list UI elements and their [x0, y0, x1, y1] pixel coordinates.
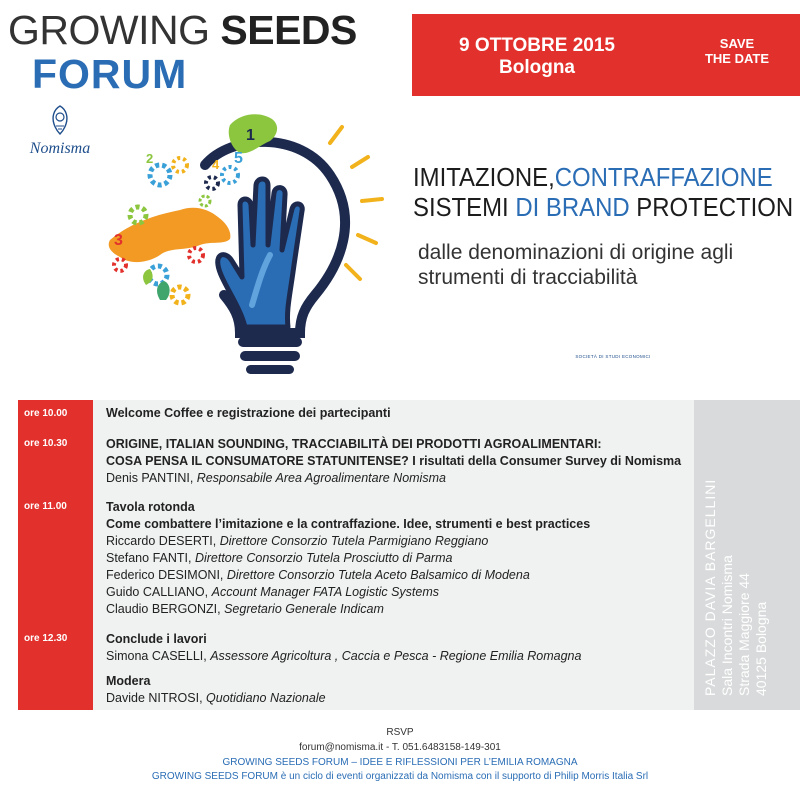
- save-line1: SAVE: [719, 36, 755, 51]
- title-growing: GROWING: [8, 7, 210, 53]
- event-city: Bologna: [499, 57, 575, 78]
- modera-role: Quotidiano Nazionale: [206, 691, 326, 705]
- modera-title: [106, 673, 150, 690]
- round-title: [106, 499, 195, 516]
- conclude-title: [106, 631, 207, 648]
- session1-title1: [106, 436, 602, 453]
- modera-speaker: [106, 690, 326, 707]
- illus-number-5: 5: [234, 150, 243, 167]
- illus-number-3: 3: [114, 232, 123, 249]
- illus-number-1: 1: [246, 127, 255, 144]
- event-date: 9 OTTOBRE 2015: [459, 35, 615, 56]
- session1-line1: ORIGINE, ITALIAN SOUNDING, TRACCIABILITÀ DEI PRODOTTI AGROALIMENTARI:: [106, 437, 602, 451]
- footer-tagline: GROWING SEEDS FORUM – IDEE E RIFLESSIONI PER L’EMILIA ROMAGNA: [222, 757, 578, 768]
- heading-line2: [413, 192, 793, 222]
- panelist-name: Stefano FANTI,: [106, 551, 195, 565]
- region-map-orange: [109, 208, 231, 262]
- panelist-row: [106, 550, 452, 567]
- venue-line2: Sala Incontri Nomisma: [719, 555, 735, 696]
- lightbulb-hand-illustration: [100, 105, 400, 385]
- speaker-role: Responsabile Area Agroalimentare Nomisma: [196, 471, 446, 485]
- welcome-row: [106, 405, 391, 422]
- event-title-line1: [8, 8, 357, 52]
- conclude-name: Simona CASELLI,: [106, 649, 211, 663]
- title-seeds: SEEDS: [220, 7, 357, 53]
- main-heading: [413, 162, 793, 222]
- logo-name: Nomisma: [29, 140, 91, 157]
- panelist-name: Guido CALLIANO,: [106, 585, 212, 599]
- time-1230: ore 12.30: [24, 633, 68, 644]
- venue-line4: 40125 Bologna: [753, 601, 769, 696]
- heading-line1: [413, 162, 793, 192]
- round-subtitle: [106, 516, 590, 533]
- panelist-role: Account Manager FATA Logistic Systems: [211, 585, 440, 599]
- heading-protection: PROTECTION: [629, 192, 794, 222]
- illus-number-4: 4: [212, 157, 220, 172]
- save-the-date: [687, 36, 787, 66]
- time-1100: ore 11.00: [24, 501, 67, 512]
- session1-title2: [106, 453, 681, 470]
- panelist-row: [106, 567, 530, 584]
- conclude-title-text: Conclude i lavori: [106, 632, 207, 646]
- panelist-row: [106, 584, 439, 601]
- event-date-block: [447, 35, 627, 79]
- time-1000: ore 10.00: [24, 408, 68, 419]
- panelist-role: Segretario Generale Indicam: [224, 602, 384, 616]
- panelist-role: Direttore Consorzio Tutela Parmigiano Reggiano: [219, 534, 489, 548]
- heading-imitazione: IMITAZIONE,: [413, 162, 555, 192]
- venue-address: [702, 479, 770, 696]
- panelist-role: Direttore Consorzio Tutela Prosciutto di Parma: [194, 551, 453, 565]
- event-title-line2: FORUM: [32, 51, 188, 97]
- panelist-row: [106, 601, 384, 618]
- session1-speaker: [106, 470, 446, 487]
- footer-rsvp: RSVP: [386, 727, 414, 738]
- save-line2: THE DATE: [704, 51, 770, 66]
- time-1030: ore 10.30: [24, 438, 68, 449]
- illus-number-2: 2: [146, 151, 154, 166]
- heading-di-brand: DI BRAND: [515, 192, 630, 222]
- panelist-row: [106, 533, 488, 550]
- footer-note: GROWING SEEDS FORUM è un ciclo di eventi organizzati da Nomisma con il supporto di Philip Morris Italia Srl: [151, 771, 649, 782]
- date-banner: [412, 14, 800, 96]
- speaker-name: Denis PANTINI,: [106, 471, 197, 485]
- venue-line3: Strada Maggiore 44: [736, 573, 752, 696]
- panelist-name: Claudio BERGONZI,: [106, 602, 225, 616]
- welcome-text: Welcome Coffee e registrazione dei partecipanti: [106, 406, 391, 420]
- round-title-text: Tavola rotonda: [106, 500, 195, 514]
- venue-line1: PALAZZO DAVIA BARGELLINI: [702, 478, 718, 696]
- panelist-name: Federico DESIMONI,: [106, 568, 227, 582]
- panelist-name: Riccardo DESERTI,: [106, 534, 220, 548]
- bulb-base: [238, 337, 302, 374]
- modera-title-text: Modera: [106, 674, 151, 688]
- round-subtitle-text: Come combattere l’imitazione e la contraffazione. Idee, strumenti e best practices: [106, 517, 591, 531]
- conclude-speaker: [106, 648, 581, 665]
- heading-sistemi: SISTEMI: [413, 192, 516, 222]
- session1-line2: COSA PENSA IL CONSUMATORE STATUNITENSE? I risultati della Consumer Survey di Nomisma: [106, 454, 682, 468]
- footer-contact[interactable]: forum@nomisma.it - T. 051.6483158-149-301: [299, 742, 501, 753]
- logo-subtitle: SOCIETÀ DI STUDI ECONOMICI: [575, 354, 651, 359]
- subtitle: dalle denominazioni di origine agli strumenti di tracciabilità: [418, 241, 734, 289]
- heading-contraffazione: CONTRAFFAZIONE: [554, 162, 773, 192]
- panelist-role: Direttore Consorzio Tutela Aceto Balsamico di Modena: [226, 568, 530, 582]
- modera-name: Davide NITROSI,: [106, 691, 207, 705]
- time-column: [18, 400, 93, 710]
- crest-icon: [47, 104, 73, 136]
- conclude-role: Assessore Agricoltura , Caccia e Pesca - Regione Emilia Romagna: [210, 649, 582, 663]
